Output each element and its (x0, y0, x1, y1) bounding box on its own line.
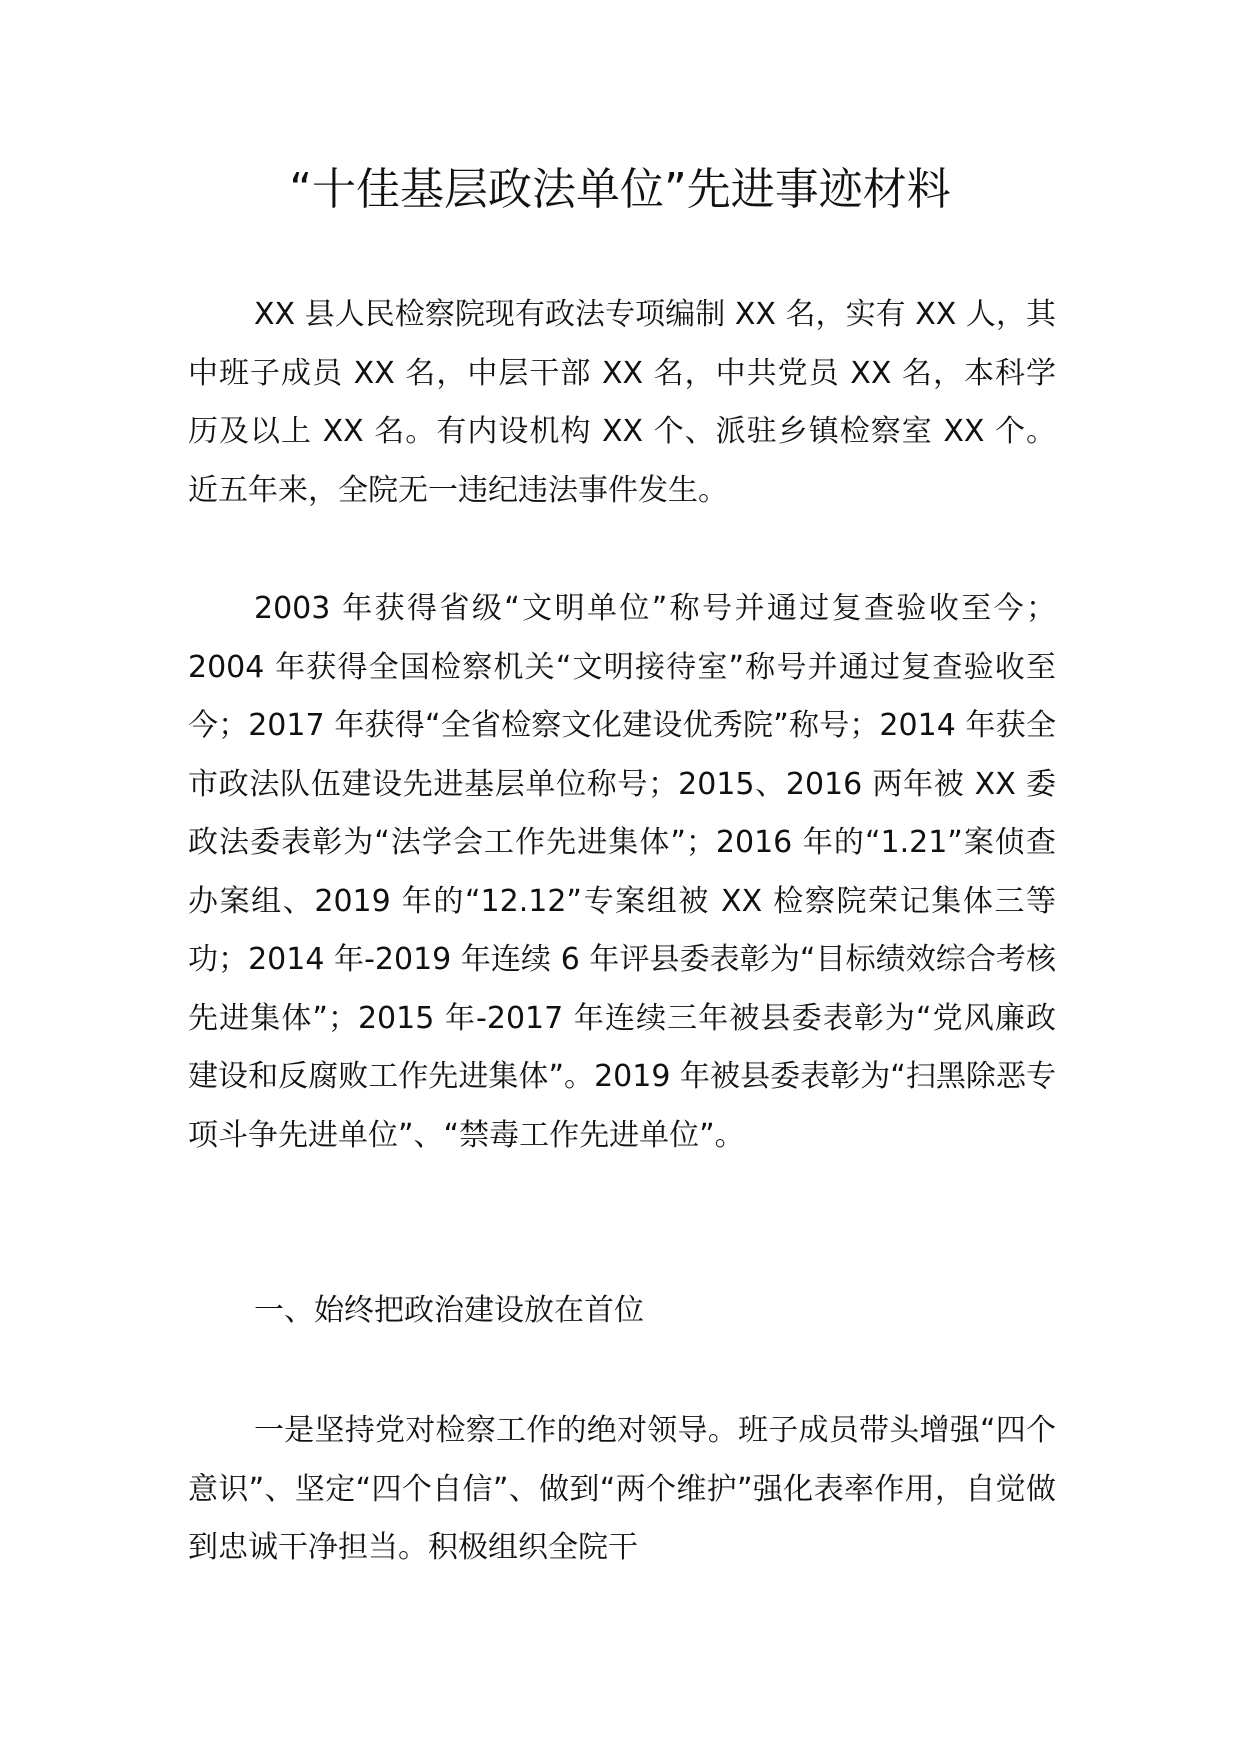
document-title: “十佳基层政法单位”先进事迹材料 (289, 164, 951, 215)
paragraph-staffing-overview: XX 县人民检察院现有政法专项编制 XX 名，实有 XX 人，其中班子成员 XX 名，中层干部 XX 名，中共党员 XX 名，本科学历及以上 XX 名。有内设机构 XX 个、派驻乡镇检察室 XX 个。近五年来，全院无一违纪违法事件发生。 (188, 297, 1056, 508)
section-heading-political-building: 一、始终把政治建设放在首位 (254, 1293, 644, 1328)
paragraph-party-leadership: 一是坚持党对检察工作的绝对领导。班子成员带头增强“四个意识”、坚定“四个自信”、做到“两个维护”强化表率作用，自觉做到忠诚干净担当。积极组织全院干 (188, 1413, 1056, 1565)
paragraph-honors-list: 2003 年获得省级“文明单位”称号并通过复查验收至今；2004 年获得全国检察机关“文明接待室”称号并通过复查验收至今；2017 年获得“全省检察文化建设优秀院”称号；2014 年获全市政法队伍建设先进基层单位称号；2015、2016 两年被 XX 委政法委表彰为“法学会工作先进集体”；2016 年的“1.21”案侦查办案组、2019 年的“12.12”专案组被 XX 检察院荣记集体三等功；2014 年-2019 年连续 6 年评县委表彰为“目标绩效综合考核先进集体”；2015 年-2017 年连续三年被县委表彰为“党风廉政建设和反腐败工作先进集体”。2019 年被县委表彰为“扫黑除恶专项斗争先进单位”、“禁毒工作先进单位”。 (188, 591, 1056, 1153)
